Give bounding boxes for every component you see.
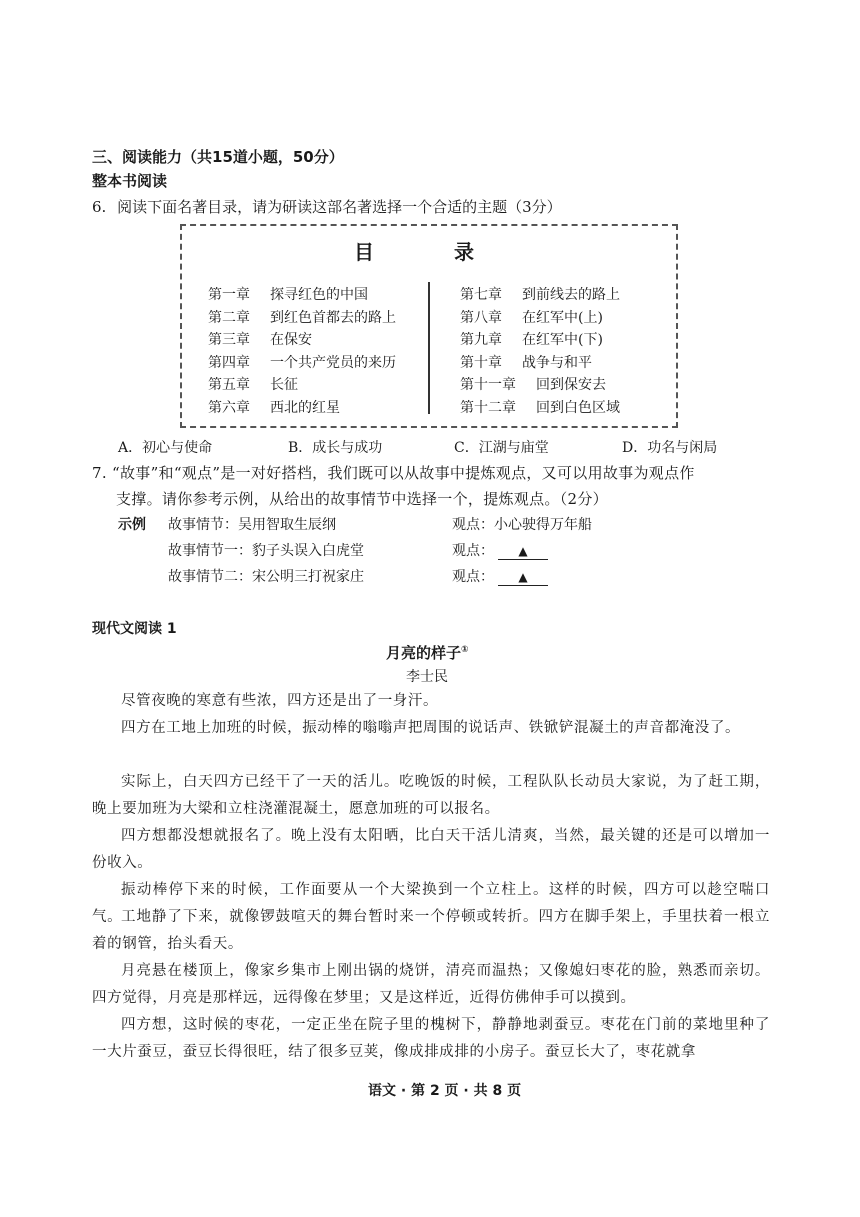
article-paragraph: 工地静了下来，就像锣鼓喧天的舞台暂时来一个停顿或转折。四方在脚手架上，手里扶着一根立着的钢管，抬头看天。 xyxy=(92,909,770,952)
q7-line1 xyxy=(92,462,695,483)
example-label: 示例 xyxy=(118,517,146,533)
toc-right-column xyxy=(460,284,620,419)
q6-number: 6. xyxy=(92,198,107,216)
toc-item: 第六章 西北的红星 xyxy=(208,399,340,416)
q7-number: 7. xyxy=(92,464,107,482)
q6-prompt-line xyxy=(92,196,562,217)
q7-line1-text: “故事”和“观点”是一对好搭档，我们既可以从故事中提炼观点，又可以用故事为观点作 xyxy=(112,464,695,482)
example-view: 观点：小心驶得万年船 xyxy=(452,517,592,533)
toc-item: 第七章 到前线去的路上 xyxy=(460,287,620,303)
toc-left-column xyxy=(208,284,396,419)
answer-one: 观点： ▲ xyxy=(452,540,548,560)
option-c: C．江湖与庙堂 xyxy=(454,440,549,456)
q6-prompt: 阅读下面名著目录，请为研读这部名著选择一个合适的主题（3分） xyxy=(117,198,562,216)
toc-item: 第十二章 回到白色区域 xyxy=(460,399,620,416)
page-footer: 语文 · 第 2 页 · 共 8 页 xyxy=(368,1083,522,1099)
article-title: 月亮的样子① xyxy=(386,644,469,662)
article-paragraph: 四方想，这时候的枣花，一定正坐在院子里的槐树下，静静地剥蚕豆。枣花在门前的菜地里种了一大片蚕豆，蚕豆长得很旺，结了很多豆荚，像成排成排的小房子。蚕豆长大了，枣花就拿 xyxy=(92,1017,770,1060)
article-paragraph: 月亮悬在楼顶上，像家乡集市上刚出锅的烧饼，清亮而温热；又像媳妇枣花的脸，熟悉而亲切。四方觉得，月亮是那样远，远得像在梦里；又是这样近，近得仿佛伸手可以摸到。 xyxy=(92,963,770,1006)
toc-item: 第二章 到红色首都去的路上 xyxy=(208,309,396,326)
option-b: B．成长与成功 xyxy=(288,440,383,456)
article-paragraph: 四方想都没想就报名了。晚上没有太阳晒，比白天干活儿清爽，当然，最关键的还是可以增加一份收入。 xyxy=(92,828,770,871)
toc-item: 第五章 长征 xyxy=(208,377,298,393)
answer-two: 观点： ▲ xyxy=(452,566,548,586)
toc-item: 第九章 在红军中(下) xyxy=(460,332,603,348)
article-paragraph: 实际上，白天四方已经干了一天的活儿。吃晚饭的时候，工程队队长动员大家说，为了赶工期，晚上要加班为大梁和立柱浇灌混凝土，愿意加班的可以报名。 xyxy=(92,774,770,817)
toc-item: 第八章 在红军中(上) xyxy=(460,309,603,326)
option-a: A．初心与使命 xyxy=(118,440,213,456)
toc-divider xyxy=(428,282,430,414)
section-header: 三、阅读能力（共15道小题，50分） xyxy=(92,148,344,166)
q7-line2: 支撑。请你参考示例，从给出的故事情节中选择一个，提炼观点。（2分） xyxy=(116,490,608,508)
toc-item: 第四章 一个共产党员的来历 xyxy=(208,354,396,371)
answer-blank-two[interactable]: ▲ xyxy=(498,569,548,586)
footnote-mark: ① xyxy=(461,645,469,655)
option-d: D．功名与闲局 xyxy=(622,440,718,456)
toc-box xyxy=(180,224,678,428)
toc-title: 目 录 xyxy=(354,240,504,264)
answer-blank-one[interactable]: ▲ xyxy=(498,543,548,560)
article-paragraph: 四方在工地上加班的时候，振动棒的嗡嗡声把周围的说话声、铁锨铲混凝土的声音都淹没了。 xyxy=(121,720,741,736)
toc-item: 第十章 战争与和平 xyxy=(460,354,592,371)
plot-one: 故事情节一：豹子头误入白虎堂 xyxy=(168,543,364,559)
article-author: 李士民 xyxy=(406,669,448,685)
plot-two: 故事情节二：宋公明三打祝家庄 xyxy=(168,569,364,585)
article-paragraph: 振动棒停下来的时候，工作面要从一个大梁换到一个立柱上。这样的时候，四方可以趁空喘口气。 xyxy=(92,882,770,925)
subsection-modern: 现代文阅读 1 xyxy=(92,621,177,637)
example-plot: 故事情节：吴用智取生辰纲 xyxy=(168,517,336,533)
toc-item: 第十一章 回到保安去 xyxy=(460,377,606,393)
toc-item: 第一章 探寻红色的中国 xyxy=(208,287,368,303)
article-paragraph: 尽管夜晚的寒意有些浓，四方还是出了一身汗。 xyxy=(121,693,439,709)
toc-item: 第三章 在保安 xyxy=(208,332,312,348)
subsection-whole-book: 整本书阅读 xyxy=(92,172,168,190)
